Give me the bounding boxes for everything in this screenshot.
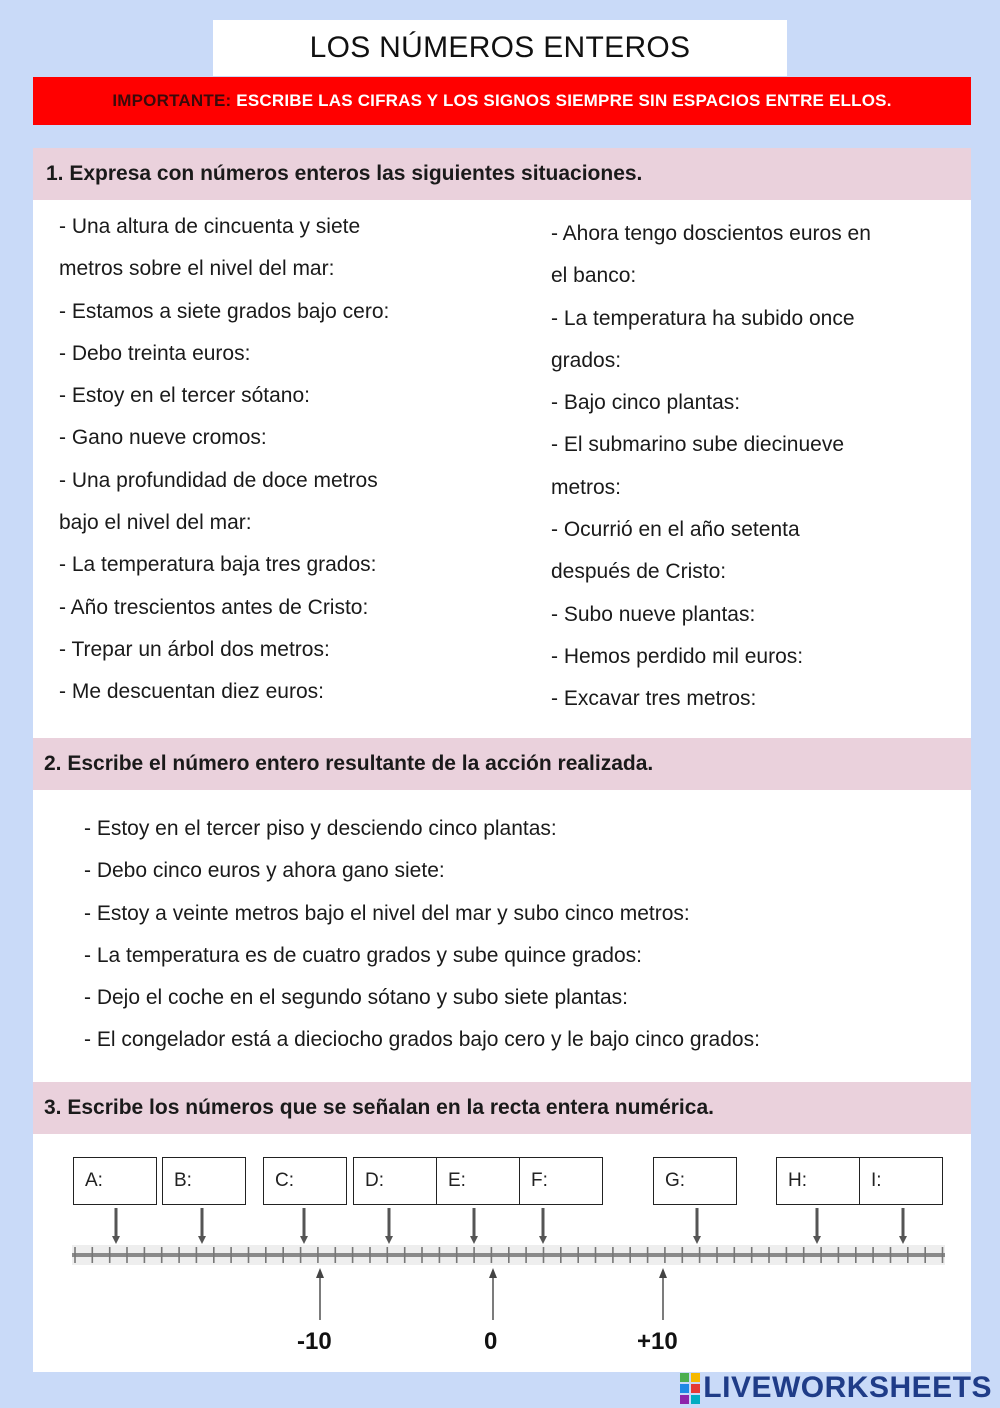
exercise-line: - Excavar tres metros: bbox=[551, 687, 757, 711]
exercise-line: - El congelador está a dieciocho grados bajo cero y le bajo cinco grados: bbox=[84, 1028, 760, 1052]
page-title: LOS NÚMEROS ENTEROS bbox=[213, 20, 787, 76]
reference-arrow-head bbox=[659, 1268, 667, 1278]
important-label: IMPORTANTE: bbox=[112, 91, 232, 110]
label-minus-ten: -10 bbox=[297, 1328, 332, 1355]
liveworksheets-brand: LIVEWORKSHEETS bbox=[680, 1370, 992, 1406]
exercise-line: metros: bbox=[551, 475, 622, 499]
exercise-line: - Ocurrió en el año setenta bbox=[551, 518, 800, 542]
exercise-line: - Trepar un árbol dos metros: bbox=[59, 637, 330, 661]
section1-heading: 1. Expresa con números enteros las siguientes situaciones. bbox=[33, 148, 971, 200]
pointer-arrow-head bbox=[899, 1236, 907, 1244]
answer-box-b[interactable]: B: bbox=[162, 1157, 246, 1205]
reference-arrow-head bbox=[489, 1268, 497, 1278]
pointer-arrow-head bbox=[385, 1236, 393, 1244]
exercise-line: - La temperatura ha subido once bbox=[551, 306, 855, 330]
pointer-arrow-head bbox=[693, 1236, 701, 1244]
exercise-line: metros sobre el nivel del mar: bbox=[59, 257, 335, 281]
exercise-line: - Estamos a siete grados bajo cero: bbox=[59, 299, 390, 323]
exercise-line: - Ahora tengo doscientos euros en bbox=[551, 222, 871, 245]
exercise-line: - El submarino sube diecinueve bbox=[551, 433, 844, 457]
exercise-line: bajo el nivel del mar: bbox=[59, 511, 252, 535]
liveworksheets-logo-icon bbox=[680, 1373, 700, 1404]
answer-box-a[interactable]: A: bbox=[73, 1157, 157, 1205]
exercise-line: - La temperatura baja tres grados: bbox=[59, 553, 377, 577]
pointer-arrow-head bbox=[539, 1236, 547, 1244]
exercise-line: - Estoy en el tercer piso y desciendo cinco plantas: bbox=[84, 817, 557, 840]
answer-box-f[interactable]: F: bbox=[519, 1157, 603, 1205]
answer-box-h[interactable]: H: bbox=[776, 1157, 860, 1205]
exercise-line: - Estoy a veinte metros bajo el nivel del mar y subo cinco metros: bbox=[84, 901, 690, 925]
exercise-line: - Debo treinta euros: bbox=[59, 341, 251, 365]
exercise-line: grados: bbox=[551, 348, 622, 372]
exercise-line: - Estoy en el tercer sótano: bbox=[59, 384, 310, 408]
answer-box-g[interactable]: G: bbox=[653, 1157, 737, 1205]
pointer-arrow-head bbox=[813, 1236, 821, 1244]
exercise-line: - Subo nueve plantas: bbox=[551, 602, 756, 626]
pointer-arrow-head bbox=[300, 1236, 308, 1244]
section3-heading: 3. Escribe los números que se señalan en la recta entera numérica. bbox=[33, 1082, 971, 1134]
answer-box-i[interactable]: I: bbox=[859, 1157, 943, 1205]
answer-box-d[interactable]: D: bbox=[353, 1157, 437, 1205]
exercise-line: - Año trescientos antes de Cristo: bbox=[59, 595, 369, 619]
pointer-arrow-head bbox=[112, 1236, 120, 1244]
exercise-line: - Debo cinco euros y ahora gano siete: bbox=[84, 859, 445, 883]
exercise-line: - Dejo el coche en el segundo sótano y subo siete plantas: bbox=[84, 986, 629, 1010]
exercise-line: después de Cristo: bbox=[551, 560, 727, 584]
answer-box-e[interactable]: E: bbox=[436, 1157, 520, 1205]
pointer-arrow-head bbox=[198, 1236, 206, 1244]
label-zero: 0 bbox=[484, 1328, 498, 1355]
section2-heading: 2. Escribe el número entero resultante de la acción realizada. bbox=[33, 738, 971, 790]
exercise-line: - Gano nueve cromos: bbox=[59, 426, 267, 450]
reference-arrow-head bbox=[316, 1268, 324, 1278]
exercise-line: - Hemos perdido mil euros: bbox=[551, 644, 804, 668]
answer-box-c[interactable]: C: bbox=[263, 1157, 347, 1205]
exercise-line: - Una profundidad de doce metros bbox=[59, 468, 378, 492]
exercise-line: - Bajo cinco plantas: bbox=[551, 391, 741, 415]
important-text: ESCRIBE LAS CIFRAS Y LOS SIGNOS SIEMPRE SIN ESPACIOS ENTRE ELLOS. bbox=[236, 91, 892, 110]
pointer-arrow-head bbox=[470, 1236, 478, 1244]
exercise-line: el banco: bbox=[551, 264, 637, 288]
exercise-line: - Me descuentan diez euros: bbox=[59, 680, 324, 704]
exercise-line: - Una altura de cincuenta y siete bbox=[59, 215, 361, 238]
label-plus-ten: +10 bbox=[637, 1328, 678, 1355]
exercise-line: - La temperatura es de cuatro grados y sube quince grados: bbox=[84, 943, 642, 967]
